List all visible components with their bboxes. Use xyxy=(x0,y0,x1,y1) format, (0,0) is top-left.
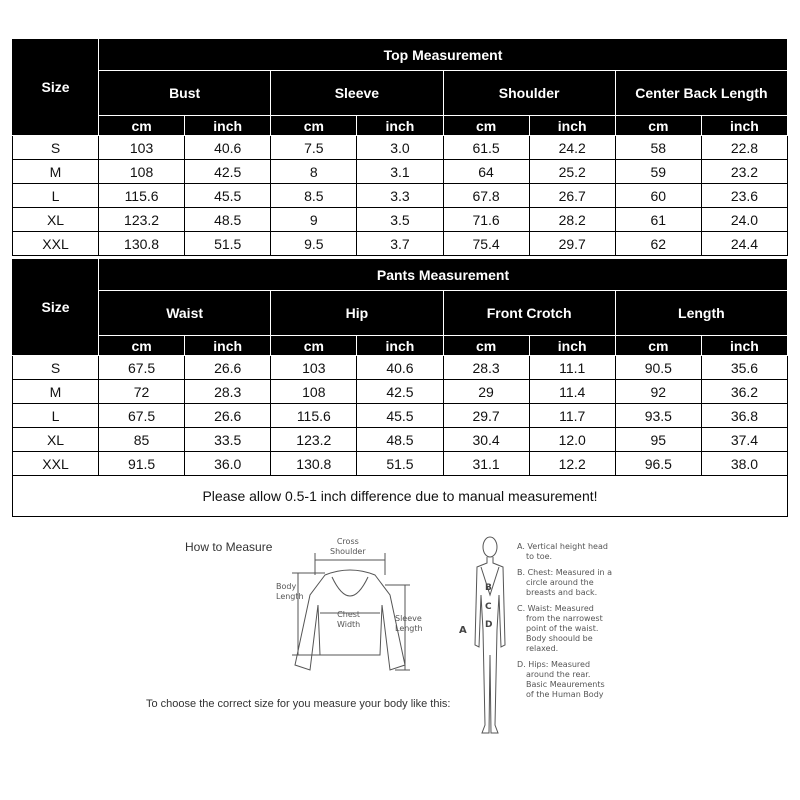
value-cell: 45.5 xyxy=(357,404,443,428)
marker-a: A xyxy=(459,625,467,636)
value-cell: 11.1 xyxy=(529,356,615,380)
table-row xyxy=(13,232,788,256)
sleeve-length-label: Sleeve Length xyxy=(395,614,423,633)
value-cell: 85 xyxy=(99,428,185,452)
value-cell: 61.5 xyxy=(443,136,529,160)
value-cell: 51.5 xyxy=(185,232,271,256)
center-back-length-header: Center Back Length xyxy=(615,71,787,116)
value-cell: 45.5 xyxy=(185,184,271,208)
value-cell: 36.2 xyxy=(701,380,787,404)
waist-header: Waist xyxy=(99,291,271,336)
value-cell: 22.8 xyxy=(701,136,787,160)
value-cell: 33.5 xyxy=(185,428,271,452)
value-cell: 26.6 xyxy=(185,404,271,428)
value-cell: 37.4 xyxy=(701,428,787,452)
body-note-line: from the narrowest xyxy=(526,614,603,623)
value-cell: 8 xyxy=(271,160,357,184)
value-cell: 3.1 xyxy=(357,160,443,184)
value-cell: 9 xyxy=(271,208,357,232)
top-measurement-table xyxy=(12,38,788,256)
unit-header: cm xyxy=(99,116,185,136)
size-cell: L xyxy=(13,404,99,428)
value-cell: 108 xyxy=(99,160,185,184)
value-cell: 23.6 xyxy=(701,184,787,208)
size-cell: M xyxy=(13,160,99,184)
length-header: Length xyxy=(615,291,787,336)
value-cell: 36.0 xyxy=(185,452,271,476)
size-cell: S xyxy=(13,356,99,380)
size-cell: XXL xyxy=(13,452,99,476)
body-note-line: A. Vertical height head xyxy=(517,542,608,551)
cross-shoulder-label: Cross Shoulder xyxy=(330,537,366,556)
value-cell: 24.4 xyxy=(701,232,787,256)
value-cell: 29.7 xyxy=(529,232,615,256)
value-cell: 130.8 xyxy=(99,232,185,256)
value-cell: 67.5 xyxy=(99,404,185,428)
table-row xyxy=(13,428,788,452)
size-header: Size xyxy=(13,259,99,356)
value-cell: 24.2 xyxy=(529,136,615,160)
value-cell: 40.6 xyxy=(185,136,271,160)
value-cell: 12.0 xyxy=(529,428,615,452)
table-row xyxy=(13,160,788,184)
value-cell: 48.5 xyxy=(185,208,271,232)
unit-header: inch xyxy=(701,116,787,136)
body-notes xyxy=(517,542,627,706)
value-cell: 91.5 xyxy=(99,452,185,476)
unit-header: cm xyxy=(615,336,701,356)
value-cell: 3.5 xyxy=(357,208,443,232)
body-note xyxy=(517,568,627,598)
value-cell: 29.7 xyxy=(443,404,529,428)
unit-header: inch xyxy=(701,336,787,356)
pants-title: Pants Measurement xyxy=(99,259,788,291)
value-cell: 24.0 xyxy=(701,208,787,232)
marker-b: B xyxy=(485,583,492,593)
value-cell: 130.8 xyxy=(271,452,357,476)
size-header: Size xyxy=(13,39,99,136)
top-title: Top Measurement xyxy=(99,39,788,71)
value-cell: 11.4 xyxy=(529,380,615,404)
value-cell: 8.5 xyxy=(271,184,357,208)
unit-header: cm xyxy=(99,336,185,356)
instruction-text: To choose the correct size for you measure your body like this: xyxy=(146,698,451,710)
value-cell: 28.3 xyxy=(443,356,529,380)
value-cell: 59 xyxy=(615,160,701,184)
value-cell: 75.4 xyxy=(443,232,529,256)
body-note xyxy=(517,542,627,562)
unit-header: cm xyxy=(271,116,357,136)
value-cell: 35.6 xyxy=(701,356,787,380)
value-cell: 60 xyxy=(615,184,701,208)
unit-header: inch xyxy=(185,116,271,136)
value-cell: 7.5 xyxy=(271,136,357,160)
value-cell: 96.5 xyxy=(615,452,701,476)
size-cell: L xyxy=(13,184,99,208)
marker-d: D xyxy=(485,620,493,630)
body-note-line: point of the waist. xyxy=(526,624,599,633)
table-row xyxy=(13,184,788,208)
value-cell: 103 xyxy=(99,136,185,160)
value-cell: 95 xyxy=(615,428,701,452)
table-row xyxy=(13,136,788,160)
value-cell: 38.0 xyxy=(701,452,787,476)
front-crotch-header: Front Crotch xyxy=(443,291,615,336)
unit-header: inch xyxy=(357,116,443,136)
body-note-line: D. Hips: Measured xyxy=(517,660,591,669)
table-row xyxy=(13,208,788,232)
body-note-line: Body shoould be xyxy=(526,634,593,643)
value-cell: 23.2 xyxy=(701,160,787,184)
value-cell: 28.2 xyxy=(529,208,615,232)
value-cell: 42.5 xyxy=(357,380,443,404)
body-note-line: circle around the xyxy=(526,578,594,587)
value-cell: 26.7 xyxy=(529,184,615,208)
value-cell: 31.1 xyxy=(443,452,529,476)
value-cell: 115.6 xyxy=(271,404,357,428)
body-note-line: around the rear. xyxy=(526,670,591,679)
value-cell: 9.5 xyxy=(271,232,357,256)
value-cell: 29 xyxy=(443,380,529,404)
shoulder-header: Shoulder xyxy=(443,71,615,116)
value-cell: 93.5 xyxy=(615,404,701,428)
unit-header: inch xyxy=(357,336,443,356)
unit-header: inch xyxy=(185,336,271,356)
table-row xyxy=(13,404,788,428)
body-note-line: C. Waist: Measured xyxy=(517,604,594,613)
unit-header: cm xyxy=(615,116,701,136)
size-cell: XXL xyxy=(13,232,99,256)
value-cell: 108 xyxy=(271,380,357,404)
value-cell: 67.8 xyxy=(443,184,529,208)
value-cell: 3.0 xyxy=(357,136,443,160)
value-cell: 3.7 xyxy=(357,232,443,256)
value-cell: 58 xyxy=(615,136,701,160)
value-cell: 40.6 xyxy=(357,356,443,380)
value-cell: 71.6 xyxy=(443,208,529,232)
measurement-note: Please allow 0.5-1 inch difference due to manual measurement! xyxy=(13,476,788,517)
body-note-line: breasts and back. xyxy=(526,588,598,597)
size-cell: XL xyxy=(13,208,99,232)
value-cell: 26.6 xyxy=(185,356,271,380)
value-cell: 42.5 xyxy=(185,160,271,184)
value-cell: 36.8 xyxy=(701,404,787,428)
table-row xyxy=(13,452,788,476)
value-cell: 28.3 xyxy=(185,380,271,404)
unit-header: cm xyxy=(443,116,529,136)
table-row xyxy=(13,380,788,404)
size-cell: M xyxy=(13,380,99,404)
value-cell: 123.2 xyxy=(99,208,185,232)
value-cell: 12.2 xyxy=(529,452,615,476)
body-length-label: Body Length xyxy=(276,582,304,601)
body-note-line: of the Human Body xyxy=(526,690,604,699)
value-cell: 11.7 xyxy=(529,404,615,428)
value-cell: 3.3 xyxy=(357,184,443,208)
body-note-line: relaxed. xyxy=(526,644,559,653)
value-cell: 51.5 xyxy=(357,452,443,476)
size-cell: XL xyxy=(13,428,99,452)
sleeve-header: Sleeve xyxy=(271,71,443,116)
unit-header: cm xyxy=(443,336,529,356)
body-note-line: to toe. xyxy=(526,552,553,561)
value-cell: 103 xyxy=(271,356,357,380)
body-note-line: B. Chest: Measured in a xyxy=(517,568,613,577)
size-cell: S xyxy=(13,136,99,160)
body-figure-icon xyxy=(465,535,515,740)
unit-header: inch xyxy=(529,336,615,356)
pants-measurement-table xyxy=(12,258,788,517)
table-row xyxy=(13,356,788,380)
value-cell: 25.2 xyxy=(529,160,615,184)
value-cell: 67.5 xyxy=(99,356,185,380)
value-cell: 72 xyxy=(99,380,185,404)
body-note xyxy=(517,660,627,700)
unit-header: inch xyxy=(529,116,615,136)
value-cell: 90.5 xyxy=(615,356,701,380)
value-cell: 123.2 xyxy=(271,428,357,452)
value-cell: 115.6 xyxy=(99,184,185,208)
value-cell: 92 xyxy=(615,380,701,404)
body-note-line: Basic Meaurements xyxy=(526,680,605,689)
how-to-measure-title: How to Measure xyxy=(185,540,273,554)
value-cell: 30.4 xyxy=(443,428,529,452)
hip-header: Hip xyxy=(271,291,443,336)
body-note xyxy=(517,604,627,654)
unit-header: cm xyxy=(271,336,357,356)
marker-c: C xyxy=(485,602,492,612)
chest-width-label: Chest Width xyxy=(337,610,361,629)
value-cell: 62 xyxy=(615,232,701,256)
bust-header: Bust xyxy=(99,71,271,116)
value-cell: 64 xyxy=(443,160,529,184)
value-cell: 48.5 xyxy=(357,428,443,452)
value-cell: 61 xyxy=(615,208,701,232)
